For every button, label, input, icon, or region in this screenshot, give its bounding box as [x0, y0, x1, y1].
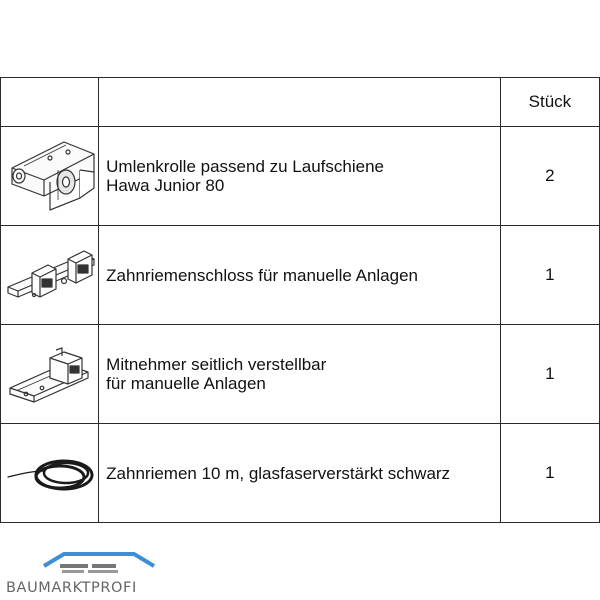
table-row — [1, 226, 600, 325]
description-line: für manuelle Anlagen — [106, 374, 266, 393]
description-cell — [99, 127, 501, 226]
description-cell — [99, 325, 501, 424]
table-row — [1, 325, 600, 424]
table-header-row — [1, 78, 600, 127]
belt-lock-icon — [4, 229, 96, 321]
image-cell — [1, 226, 99, 325]
table-row — [1, 424, 600, 523]
description-line: Umlenkrolle passend zu Laufschiene — [106, 157, 384, 176]
idler-pulley-icon — [4, 130, 96, 222]
description-line: Mitnehmer seitlich verstellbar — [106, 355, 327, 374]
quantity-cell: 2 — [500, 127, 599, 226]
quantity-cell: 1 — [500, 226, 599, 325]
description-line: Hawa Junior 80 — [106, 176, 225, 195]
quantity-cell: 1 — [500, 325, 599, 424]
description-line: Zahnriemen 10 m, glasfaserverstärkt schwarz — [106, 463, 451, 483]
header-description-cell — [99, 78, 501, 127]
brand-name: BAUMARKTPROFI — [6, 580, 137, 596]
image-cell — [1, 127, 99, 226]
header-quantity: Stück — [500, 78, 599, 127]
toothed-belt-icon — [4, 427, 96, 519]
carrier-bracket-icon — [4, 328, 96, 420]
roof-logo-icon — [42, 548, 172, 580]
description-cell — [99, 424, 501, 523]
description-cell — [99, 226, 501, 325]
parts-table — [0, 77, 600, 523]
table-row — [1, 127, 600, 226]
description-line: Zahnriemenschloss für manuelle Anlagen — [106, 265, 418, 285]
image-cell — [1, 325, 99, 424]
image-cell — [1, 424, 99, 523]
quantity-cell: 1 — [500, 424, 599, 523]
header-image-cell — [1, 78, 99, 127]
brand-logo — [6, 548, 166, 598]
